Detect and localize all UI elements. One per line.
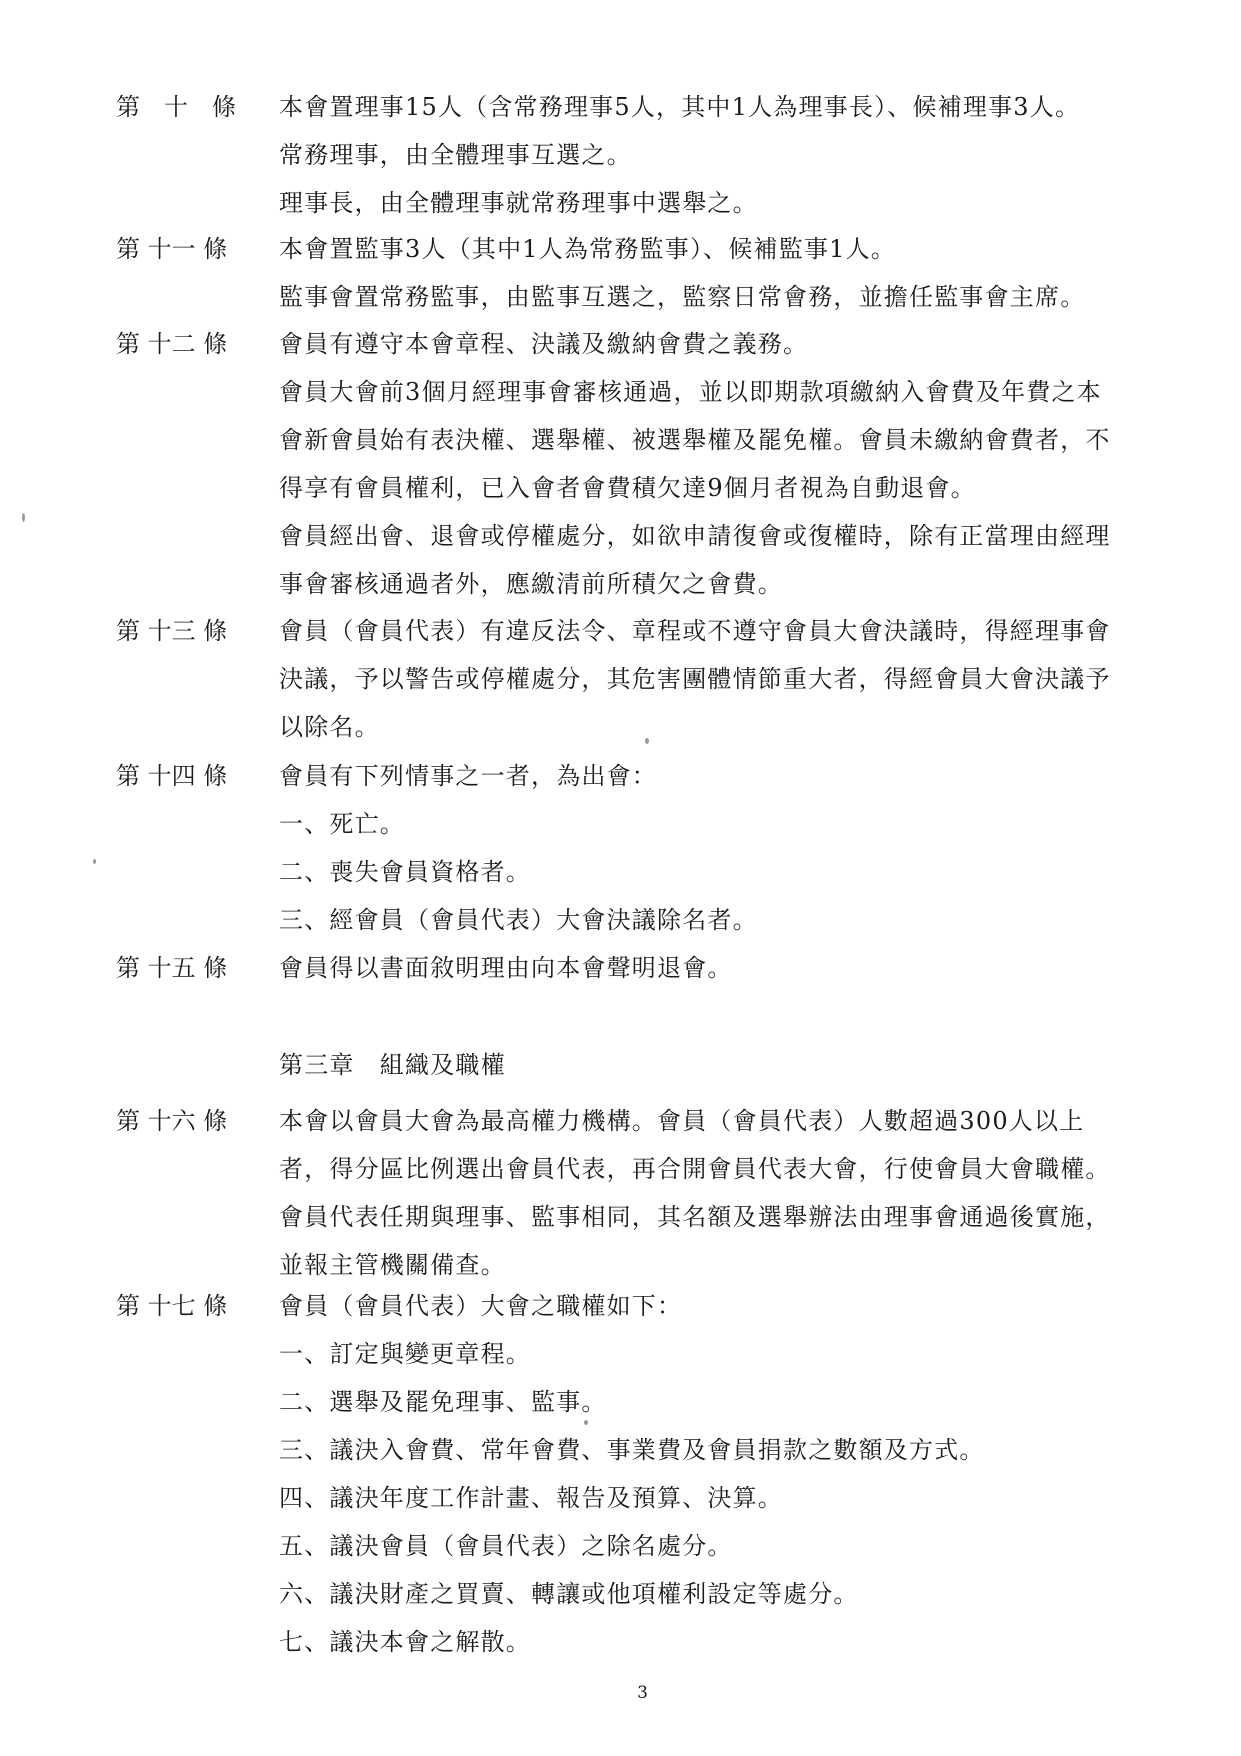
article-number: 第 十三 條 (116, 617, 228, 645)
article-body (279, 320, 1179, 608)
article-body (279, 944, 1179, 992)
article-text-line: 會員代表任期與理事、監事相同，其名額及選舉辦法由理事會通過後實施， (279, 1203, 1111, 1231)
chapter-heading: 第三章 組織及職權 (279, 1051, 506, 1079)
scan-speck (22, 513, 25, 522)
article-text-line: 一、訂定與變更章程。 (279, 1340, 531, 1368)
article-text-line: 七、議決本會之解散。 (279, 1628, 531, 1656)
article-text-line: 會員有下列情事之一者，為出會： (279, 762, 657, 790)
scan-speck (584, 1420, 588, 1425)
article-text-line: 本會以會員大會為最高權力機構。會員（會員代表）人數超過300人以上 (279, 1107, 1085, 1135)
article-text-line: 本會置監事3人（其中1人為常務監事）、候補監事1人。 (279, 235, 897, 263)
article-number: 第 十四 條 (116, 762, 228, 790)
article-text-line: 以除名。 (279, 713, 380, 741)
article-body (279, 1097, 1179, 1289)
article-text-line: 得享有會員權利，已入會者會費積欠達9個月者視為自動退會。 (279, 474, 976, 502)
article-number: 第 十五 條 (116, 954, 228, 982)
article-text-line: 會員有遵守本會章程、決議及繳納會費之義務。 (279, 330, 809, 358)
article-body (279, 607, 1179, 751)
article-text-line: 本會置理事15人（含常務理事5人，其中1人為理事長）、候補理事3人。 (279, 93, 1081, 121)
article-text-line: 會員（會員代表）有違反法令、章程或不遵守會員大會決議時，得經理事會 (279, 617, 1111, 645)
article-text-line: 事會審核通過者外，應繳清前所積欠之會費。 (279, 570, 783, 598)
article-text-line: 會員得以書面敘明理由向本會聲明退會。 (279, 954, 733, 982)
article-text-line: 並報主管機關備查。 (279, 1251, 506, 1279)
article-text-line: 二、喪失會員資格者。 (279, 858, 531, 886)
article-text-line: 一、死亡。 (279, 810, 405, 838)
article-text-line: 會新會員始有表決權、選舉權、被選舉權及罷免權。會員未繳納會費者，不 (279, 426, 1111, 454)
article-text-line: 六、議決財產之買賣、轉讓或他項權利設定等處分。 (279, 1580, 859, 1608)
article-body (279, 1282, 1179, 1666)
article-number: 第 十 條 (116, 93, 236, 121)
article-text-line: 會員經出會、退會或停權處分，如欲申請復會或復權時，除有正當理由經理 (279, 522, 1111, 550)
article-text-line: 理事長，由全體理事就常務理事中選舉之。 (279, 189, 758, 217)
page-number: 3 (637, 1683, 648, 1703)
article-body (279, 83, 1179, 227)
article-text-line: 者，得分區比例選出會員代表，再合開會員代表大會，行使會員大會職權。 (279, 1155, 1111, 1183)
article-body (279, 752, 1179, 944)
article-text-line: 三、經會員（會員代表）大會決議除名者。 (279, 906, 758, 934)
scan-speck (93, 859, 96, 864)
article-number: 第 十七 條 (116, 1292, 228, 1320)
article-text-line: 三、議決入會費、常年會費、事業費及會員捐款之數額及方式。 (279, 1436, 985, 1464)
article-text-line: 四、議決年度工作計畫、報告及預算、決算。 (279, 1484, 783, 1512)
scan-speck (645, 738, 649, 744)
article-text-line: 會員（會員代表）大會之職權如下： (279, 1292, 683, 1320)
article-number: 第 十一 條 (116, 235, 228, 263)
article-number: 第 十六 條 (116, 1107, 228, 1135)
article-number: 第 十二 條 (116, 330, 228, 358)
article-text-line: 常務理事，由全體理事互選之。 (279, 141, 632, 169)
article-text-line: 決議，予以警告或停權處分，其危害團體情節重大者，得經會員大會決議予 (279, 665, 1111, 693)
article-text-line: 五、議決會員（會員代表）之除名處分。 (279, 1532, 733, 1560)
article-text-line: 二、選舉及罷免理事、監事。 (279, 1388, 607, 1416)
article-text-line: 監事會置常務監事，由監事互選之，監察日常會務，並擔任監事會主席。 (279, 283, 1086, 311)
article-text-line: 會員大會前3個月經理事會審核通過，並以即期款項繳納入會費及年費之本 (279, 378, 1102, 406)
article-body (279, 225, 1179, 321)
